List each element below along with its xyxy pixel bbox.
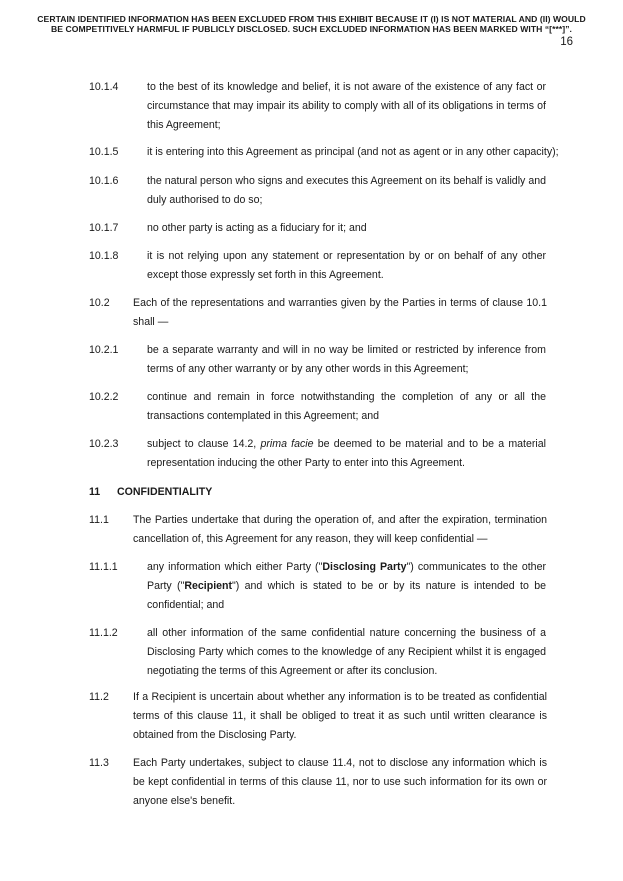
clause-text-run: be deemed to be material and to be a material [313,438,546,450]
clause-line: all other information of the same confidential nature concerning the business of a [147,627,546,639]
clause-text [133,688,547,745]
clause-text [133,754,547,811]
disclaimer-line-2: BE COMPETITIVELY HARMFUL IF PUBLICLY DISCLOSED. SUCH EXCLUDED INFORMATION HAS BEEN MARKED WITH “[***]”. [51,24,572,35]
clause-number: 10.1.5 [89,146,119,158]
clause-text [133,511,547,549]
clause-line: circumstance that may impair its ability to comply with all of its obligations in terms of [147,100,546,112]
page-number: 16 [560,36,573,48]
defined-term-disclosing-party: Disclosing Party [322,561,407,573]
clause-text [147,435,546,473]
clause-text-run: any information which either Party (" [147,561,323,573]
clause-text [147,624,546,681]
defined-term-recipient: Recipient [184,580,233,592]
clause-text [147,341,546,379]
section-title: CONFIDENTIALITY [117,486,213,498]
confidentiality-disclaimer [20,14,603,35]
clause-line: Disclosing Party which comes to the knowledge of any Recipient whilst it is engaged [147,646,546,658]
clause-number: 10.2 [89,297,110,309]
clause-text [147,558,546,615]
clause-line: cancellation of, this Agreement for any reason, they will keep confidential — [133,533,488,545]
clause-line [147,435,546,454]
clause-line: the natural person who signs and executes this Agreement on its behalf is validly and [147,175,546,187]
clause-line: no other party is acting as a fiduciary for it; and [147,222,367,234]
clause-number: 10.2.2 [89,391,119,403]
clause-line: Each Party undertakes, subject to clause 11.4, not to disclose any information which is [133,757,547,769]
clause-line: anyone else's benefit. [133,795,236,807]
disclaimer-line-1: CERTAIN IDENTIFIED INFORMATION HAS BEEN EXCLUDED FROM THIS EXHIBIT BECAUSE IT (I) IS NOT MATERIAL AND (II) WOULD [37,14,586,24]
clause-line [147,577,546,596]
clause-number: 11.1 [89,514,109,526]
clause-line: obtained from the Disclosing Party. [133,729,297,741]
clause-number: 11.1.2 [89,627,118,639]
clause-number: 10.2.3 [89,438,119,450]
clause-text-run: ") and which is stated to be or by its nature is intended to be [232,580,546,592]
clause-number: 10.1.4 [89,81,119,93]
clause-number: 11.2 [89,691,109,703]
clause-line: except those expressly set forth in this Agreement. [147,269,384,281]
clause-text-run: ") communicates to the other [406,561,546,573]
clause-number: 11.1.1 [89,561,118,573]
clause-text [147,219,546,238]
clause-number: 11.3 [89,757,109,769]
clause-number: 10.2.1 [89,344,119,356]
clause-line: shall — [133,316,169,328]
clause-line: it is entering into this Agreement as principal (and not as agent or in any other capacity); [147,146,559,158]
clause-text [147,143,559,162]
clause-number: 10.1.6 [89,175,119,187]
clause-line: negotiating the terms of this Agreement or after its conclusion. [147,665,438,677]
clause-line: terms of any other warranty or by any other words in this Agreement; [147,363,469,375]
clause-text [147,78,546,135]
section-number: 11 [89,486,101,498]
clause-line: it is not relying upon any statement or representation by or on behalf of any other [147,250,546,262]
clause-text [133,294,547,332]
clause-text [147,388,546,426]
clause-line: duly authorised to do so; [147,194,263,206]
clause-line: The Parties undertake that during the operation of, and after the expiration, termination [133,514,547,526]
clause-line: Each of the representations and warranties given by the Parties in terms of clause 10.1 [133,297,547,309]
clause-text-run: subject to clause 14.2, [147,438,261,450]
clause-text [147,247,546,285]
clause-text [147,172,546,210]
clause-line: be a separate warranty and will in no way be limited or restricted by inference from [147,344,546,356]
clause-line [147,558,546,577]
clause-line: transactions contemplated in this Agreement; and [147,410,380,422]
clause-line: If a Recipient is uncertain about whether any information is to be treated as confidential [133,691,547,703]
clause-line: terms of this clause 11, it shall be obliged to treat it as such until written clearance is [133,710,547,722]
clause-line: continue and remain in force notwithstanding the completion of any or all the [147,391,546,403]
clause-number: 10.1.7 [89,222,119,234]
clause-text-run: Party (" [147,580,185,592]
clause-line: to the best of its knowledge and belief, it is not aware of the existence of any fact or [147,81,546,93]
clause-line: confidential; and [147,599,225,611]
clause-text-italic: prima facie [260,438,314,450]
clause-line: be kept confidential in terms of this clause 11, nor to use such information for its own or [133,776,547,788]
clause-line: representation inducing the other Party to enter into this Agreement. [147,457,466,469]
clause-line: this Agreement; [147,119,221,131]
clause-number: 10.1.8 [89,250,119,262]
